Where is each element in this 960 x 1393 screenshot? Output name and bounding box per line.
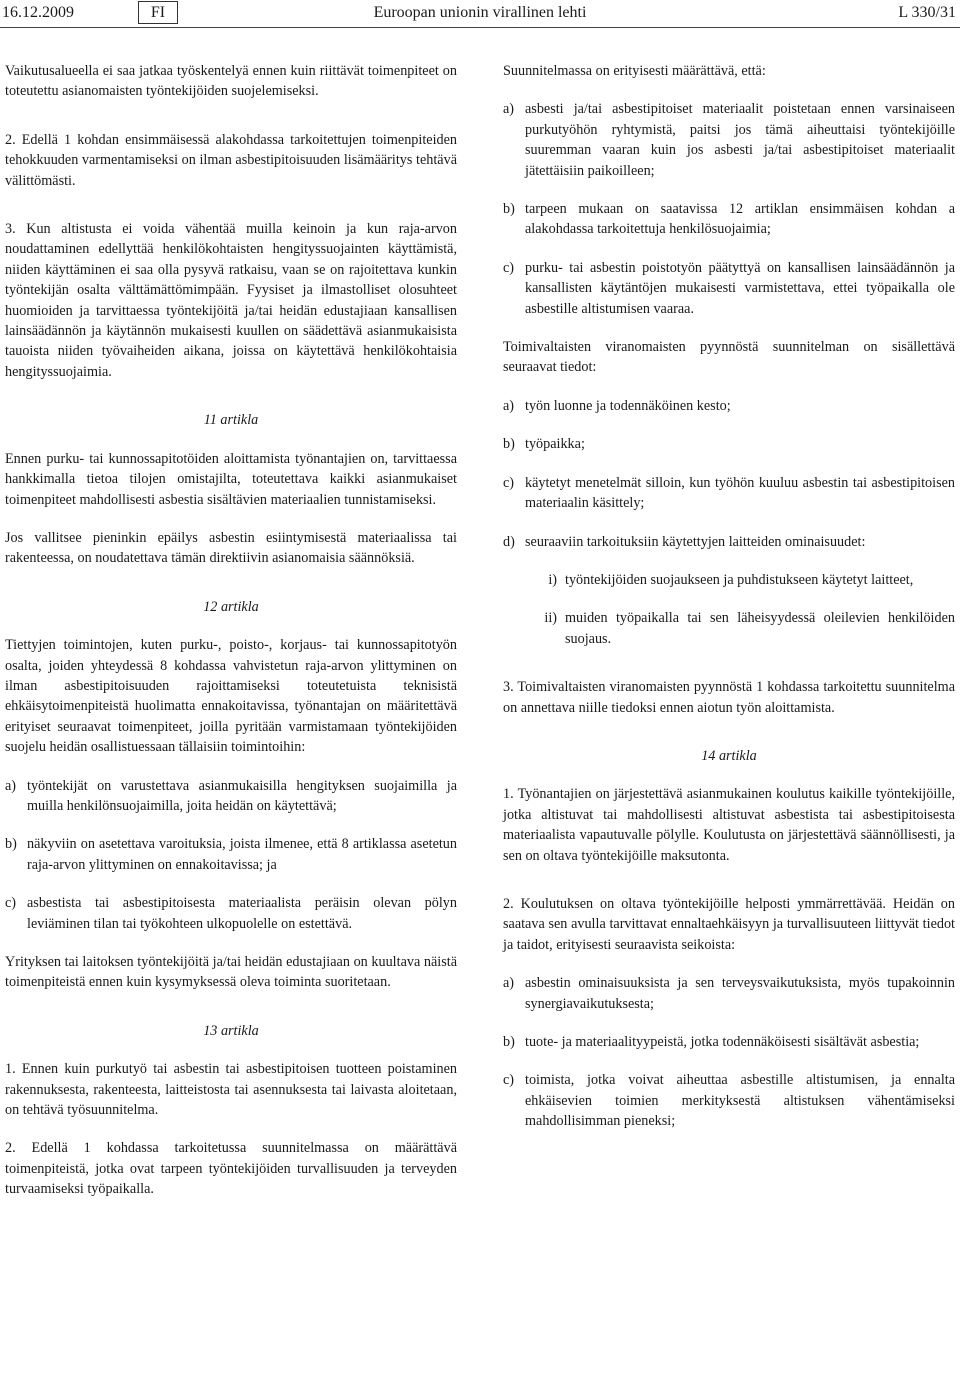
list-item bbox=[503, 396, 955, 416]
paragraph: Suunnitelmassa on erityisesti määrättävä, että: bbox=[503, 63, 766, 79]
sub-list-item-text: muiden työpaikalla tai sen läheisyydessä oleilevien henkilöiden suojaus. bbox=[565, 610, 955, 647]
list-item bbox=[5, 834, 457, 875]
list-item bbox=[503, 473, 955, 514]
list-item-label: b) bbox=[503, 436, 515, 453]
list-item bbox=[503, 434, 955, 454]
list-item bbox=[503, 532, 955, 552]
paragraph: Toimivaltaisten viranomaisten pyynnöstä suunnitelman on sisällettävä seuraavat tiedot: bbox=[503, 339, 955, 376]
journal-title: Euroopan unionin virallinen lehti bbox=[373, 4, 587, 21]
list-item bbox=[503, 99, 955, 181]
article-heading: 11 artikla bbox=[203, 412, 259, 429]
list-item bbox=[5, 776, 457, 817]
list-item bbox=[503, 258, 955, 319]
list-item bbox=[503, 199, 955, 240]
paragraph: Tiettyjen toimintojen, kuten purku-, poisto-, korjaus- tai kunnossapitotyön osalta, joiden yhteydessä 8 kohdassa vahvistetun raja-arvon ylittyminen on ilman asbestipitoisuuden rajoittamiseksi toteutetuista teknisistä ehkäisytoimenpiteistä huolimatta ennakoitavissa, työnantajan on määritettävä erityiset seuraavat toimenpiteet, joilla pyritään varmistamaan työntekijöiden suojelu heidän osallistuessaan tällaisiin toimintoihin: bbox=[5, 637, 457, 756]
list-item-text: asbesti ja/tai asbestipitoiset materiaalit poistetaan ennen varsinaiseen purkutyöhön ryhtymistä, paitsi jos tämä aiheuttaisi työntekijöille suuremman vaaran kuin jos asbesti ja/tai asbestipitoiset materiaalit jätettäisiin paikoilleen; bbox=[525, 101, 955, 179]
list-item bbox=[503, 1032, 955, 1052]
list-item-text: asbestin ominaisuuksista ja sen terveysvaikutuksista, myös tupakoinnin synergiavaikutuksesta; bbox=[525, 975, 955, 1012]
paragraph: 2. Edellä 1 kohdan ensimmäisessä alakohdassa tarkoitettujen toimenpiteiden tehokkuuden varmentamiseksi on ilman asbestipitoisuuden lisämääritys tehtävä välittömästi. bbox=[5, 131, 457, 189]
list-item-text: tuote- ja materiaalityypeistä, jotka todennäköisesti sisältävät asbestia; bbox=[525, 1034, 920, 1050]
paragraph: Ennen purku- tai kunnossapitotöiden aloittamista työnantajien on, tarvittaessa hankkimalla tietoa tilojen omistajilta, toteutettava kaikki asianmukaiset toimenpiteet mahdollisesti asbestia sisältävien materiaalien tunnistamiseksi. bbox=[5, 450, 457, 508]
list-item-label: b) bbox=[503, 1034, 515, 1050]
language-badge: FI bbox=[138, 1, 178, 24]
list-item-label: b) bbox=[503, 201, 515, 218]
paragraph: 3. Kun altistusta ei voida vähentää muilla keinoin ja kun raja-arvon noudattaminen edellyttää henkilökohtaisten hengityssuojainten käyttämistä, niiden käyttäminen ei saa olla pysyvä ratkaisu, vaan se on rajoitettava kunkin työntekijän osalta välttämättömimpään. Fyysiset ja ilmastolliset olosuhteet huomioiden ja tarvittaessa työntekijöitä ja/tai heidän edustajiaan kansallisen lainsäädännön ja käytännön mukaisesti kuullen on säädettävä asianmukaisista tauoista niiden työvaiheiden aikana, joissa on käytettävä henkilökohtaisia hengityssuojaimia. bbox=[5, 221, 457, 380]
sub-list-item bbox=[503, 570, 955, 590]
list-item-text: työn luonne ja todennäköinen kesto; bbox=[525, 397, 731, 414]
paragraph: Jos vallitsee pieninkin epäilys asbestin esiintymisestä materiaalissa tai rakenteessa, on noudatettava tämän direktiivin asianomaisia säännöksiä. bbox=[5, 529, 457, 567]
list-item-label: a) bbox=[503, 975, 515, 992]
list-item-text: asbestista tai asbestipitoisesta materiaalista peräisin olevan pölyn leviäminen tilan tai työkohteen ulkopuolelle on estettävä. bbox=[27, 895, 457, 932]
list-item-label: d) bbox=[503, 533, 515, 550]
list-item bbox=[5, 893, 457, 934]
article-heading: 14 artikla bbox=[701, 747, 757, 764]
left-column bbox=[5, 61, 457, 1218]
page-reference: L 330/31 bbox=[898, 4, 956, 21]
paragraph: 1. Työnantajien on järjestettävä asianmukainen koulutus kaikille työntekijöille, jotka altistuvat tai mahdollisesti altistuvat asbestista tai asbestipitoisesta materiaalista vapautuvalle pölylle. Koulutusta on järjestettävä säännöllisesti, ja sen on oltava työntekijöille maksutonta. bbox=[503, 786, 955, 864]
sub-list-item-label: i) bbox=[548, 571, 557, 588]
list-item-text: toimista, jotka voivat aiheuttaa asbestille altistumisen, ja ennalta ehkäisevien toimien merkityksestä altistuksen vähentämiseksi mahdollisimman pieneksi; bbox=[525, 1072, 955, 1130]
list-item-label: c) bbox=[503, 474, 515, 491]
list-item-label: c) bbox=[503, 259, 515, 276]
sub-list-item-label: ii) bbox=[544, 610, 557, 627]
list-item bbox=[503, 1070, 955, 1131]
list-item-label: a) bbox=[5, 777, 17, 794]
list-item-text: tarpeen mukaan on saatavissa 12 artiklan ensimmäisen kohdan a alakohdassa tarkoitettuja henkilösuojaimia; bbox=[525, 201, 955, 238]
paragraph: 2. Edellä 1 kohdassa tarkoitetussa suunnitelmassa on määrättävä toimenpiteistä, jotka ovat tarpeen työntekijöiden turvallisuuden ja terveyden turvaamiseksi työpaikalla. bbox=[5, 1140, 457, 1198]
paragraph: 2. Koulutuksen on oltava työntekijöille helposti ymmärrettävää. Heidän on saatava sen avulla tarvittavat ennaltaehkäisyyn ja turvallisuuteen liittyvät tiedot ja taidot, erityisesti seuraavista seikoista: bbox=[503, 895, 955, 953]
article-heading: 13 artikla bbox=[203, 1022, 259, 1039]
paragraph: 1. Ennen kuin purkutyö tai asbestin tai asbestipitoisen tuotteen poistaminen rakennuksesta, rakenteesta, laitteistosta tai asennuksesta tai laivasta aloitetaan, on tehtävä työsuunnitelma. bbox=[5, 1061, 457, 1119]
list-item-label: b) bbox=[5, 836, 17, 853]
right-column bbox=[503, 61, 955, 1150]
sub-list-item bbox=[503, 608, 955, 649]
list-item-text: purku- tai asbestin poistotyön päätyttyä on kansallisen lainsäädännön ja kansallisten käytäntöjen mukaisesti varmistettava, ettei työpaikalla ole asbestille altistumisen vaaraa. bbox=[525, 259, 955, 317]
article-heading: 12 artikla bbox=[203, 598, 259, 615]
header-divider bbox=[0, 27, 960, 28]
sub-list-item-text: työntekijöiden suojaukseen ja puhdistukseen käytetyt laitteet, bbox=[565, 571, 914, 588]
list-item-text: työpaikka; bbox=[525, 436, 585, 453]
list-item-text: työntekijät on varustettava asianmukaisilla hengityksen suojaimilla ja muilla henkilönsuojaimilla, joita heidän on käytettävä; bbox=[27, 777, 457, 814]
paragraph: Vaikutusalueella ei saa jatkaa työskentelyä ennen kuin riittävät toimenpiteet on toteutettu asianomaisten työntekijöiden suojelemiseksi. bbox=[5, 63, 457, 100]
list-item-label: a) bbox=[503, 397, 515, 414]
list-item-label: a) bbox=[503, 101, 515, 118]
list-item-text: käytetyt menetelmät silloin, kun työhön kuuluu asbestin tai asbestipitoisen materiaalin käsittely; bbox=[525, 474, 955, 512]
list-item-text: näkyviin on asetettava varoituksia, joista ilmenee, että 8 artiklassa asetetun raja-arvon ylittyminen on ennakoitavissa; ja bbox=[27, 836, 457, 873]
page-header bbox=[0, 0, 960, 27]
list-item-text: seuraaviin tarkoituksiin käytettyjen laitteiden ominaisuudet: bbox=[525, 533, 866, 550]
publication-date: 16.12.2009 bbox=[2, 4, 74, 21]
list-item bbox=[503, 973, 955, 1014]
paragraph: 3. Toimivaltaisten viranomaisten pyynnöstä 1 kohdassa tarkoitettu suunnitelma on annettava niille tiedoksi ennen aiotun työn aloittamista. bbox=[503, 679, 955, 716]
list-item-label: c) bbox=[503, 1072, 515, 1089]
paragraph: Yrityksen tai laitoksen työntekijöitä ja/tai heidän edustajiaan on kuultava näistä toimenpiteistä ennen kuin kysymyksessä oleva toiminta suoritetaan. bbox=[5, 954, 457, 991]
list-item-label: c) bbox=[5, 895, 17, 912]
